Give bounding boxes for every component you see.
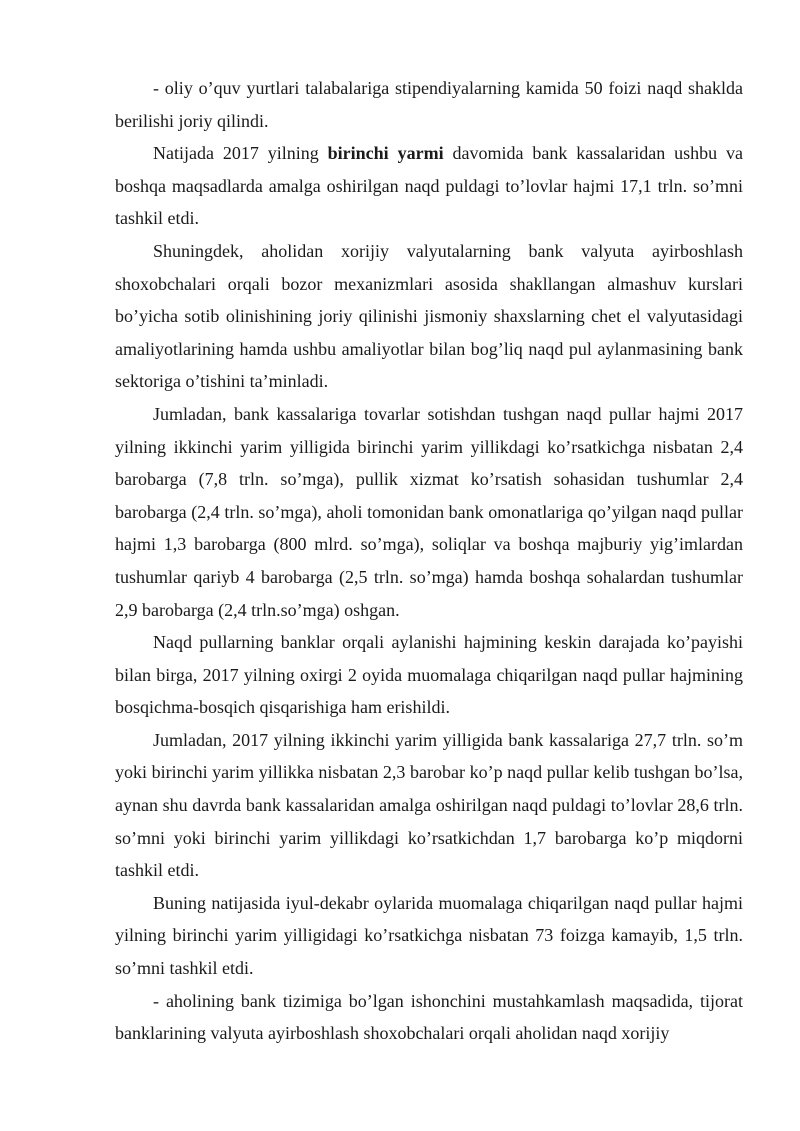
paragraph-stipend bbox=[115, 72, 743, 137]
paragraph-text: Shuningdek, aholidan xorijiy valyutalarning bank valyuta ayirboshlash shoxobchalari orqali bozor mexanizmlari asosida shakllangan almashuv kurslari bo’yicha sotib olinishining joriy qilinishi jismoniy shaxslarning chet el valyutasidagi amaliyotlarining hamda ushbu amaliyotlar bilan bog’liq naqd pul aylanmasining bank sektoriga o’tishini ta’minladi. bbox=[115, 240, 743, 392]
paragraph-circulation-reduction bbox=[115, 626, 743, 724]
paragraph-text: - aholining bank tizimiga bo’lgan ishonchini mustahkamlash maqsadida, tijorat banklarining valyuta ayirboshlash shoxobchalari orqali aholidan naqd xorijiy bbox=[115, 990, 743, 1044]
document-page bbox=[115, 72, 743, 1050]
paragraph-text: - oliy o’quv yurtlari talabalariga stipendiyalarning kamida 50 foizi naqd shaklda berilishi joriy qilindi. bbox=[115, 78, 743, 131]
paragraph-first-half-result bbox=[115, 137, 743, 235]
bold-phrase: birinchi yarmi bbox=[327, 143, 444, 164]
paragraph-cash-inflows bbox=[115, 398, 743, 626]
paragraph-text: Buning natijasida iyul-dekabr oylarida muomalaga chiqarilgan naqd pullar hajmi yilning birinchi yarim yilligidagi ko’rsatkichga nisbatan 73 foizga kamayib, 1,5 trln. so’mni tashkil etdi. bbox=[115, 892, 743, 979]
paragraph-second-half-figures bbox=[115, 724, 743, 887]
paragraph-text: Natijada 2017 yilning bbox=[153, 143, 328, 164]
paragraph-result-decrease bbox=[115, 887, 743, 985]
paragraph-text: Naqd pullarning banklar orqali aylanishi hajmining keskin darajada ko’payishi bilan birga, 2017 yilning oxirgi 2 oyida muomalaga chiqarilgan naqd pullar hajmining bosqichma-bosqich qisqarishiga ham erishildi. bbox=[115, 632, 743, 718]
paragraph-trust bbox=[115, 985, 743, 1050]
paragraph-text: davomida bank kassalaridan ushbu va boshqa maqsadlarda amalga oshirilgan naqd puldagi to’lovlar hajmi 17,1 trln. so’mni tashkil etdi. bbox=[115, 143, 743, 229]
paragraph-text: Jumladan, bank kassalariga tovarlar sotishdan tushgan naqd pullar hajmi 2017 yilning ikkinchi yarim yilligida birinchi yarim yillikdagi ko’rsatkichga nisbatan 2,4 barobarga (7,8 trln. so’mga), pullik xizmat ko’rsatish sohasidan tushumlar 2,4 barobarga (2,4 trln. so’mga), aholi tomonidan bank omonatlariga qo’yilgan naqd pullar hajmi 1,3 barobarga (800 mlrd. so’mga), soliqlar va boshqa majburiy yig’imlardan tushumlar qariyb 4 barobarga (2,5 trln. so’mga) hamda boshqa sohalardan tushumlar 2,9 barobarga (2,4 trln.so’mga) oshgan. bbox=[115, 403, 743, 620]
paragraph-currency-exchange bbox=[115, 235, 743, 398]
paragraph-text: Jumladan, 2017 yilning ikkinchi yarim yilligida bank kassalariga 27,7 trln. so’m yoki birinchi yarim yillikka nisbatan 2,3 barobar ko’p naqd pullar kelib tushgan bo’lsa, aynan shu davrda bank kassalaridan amalga oshirilgan naqd puldagi to’lovlar 28,6 trln. so’mni yoki birinchi yarim yillikdagi ko’rsatkichdan 1,7 barobarga ko’p miqdorni tashkil etdi. bbox=[115, 729, 743, 881]
